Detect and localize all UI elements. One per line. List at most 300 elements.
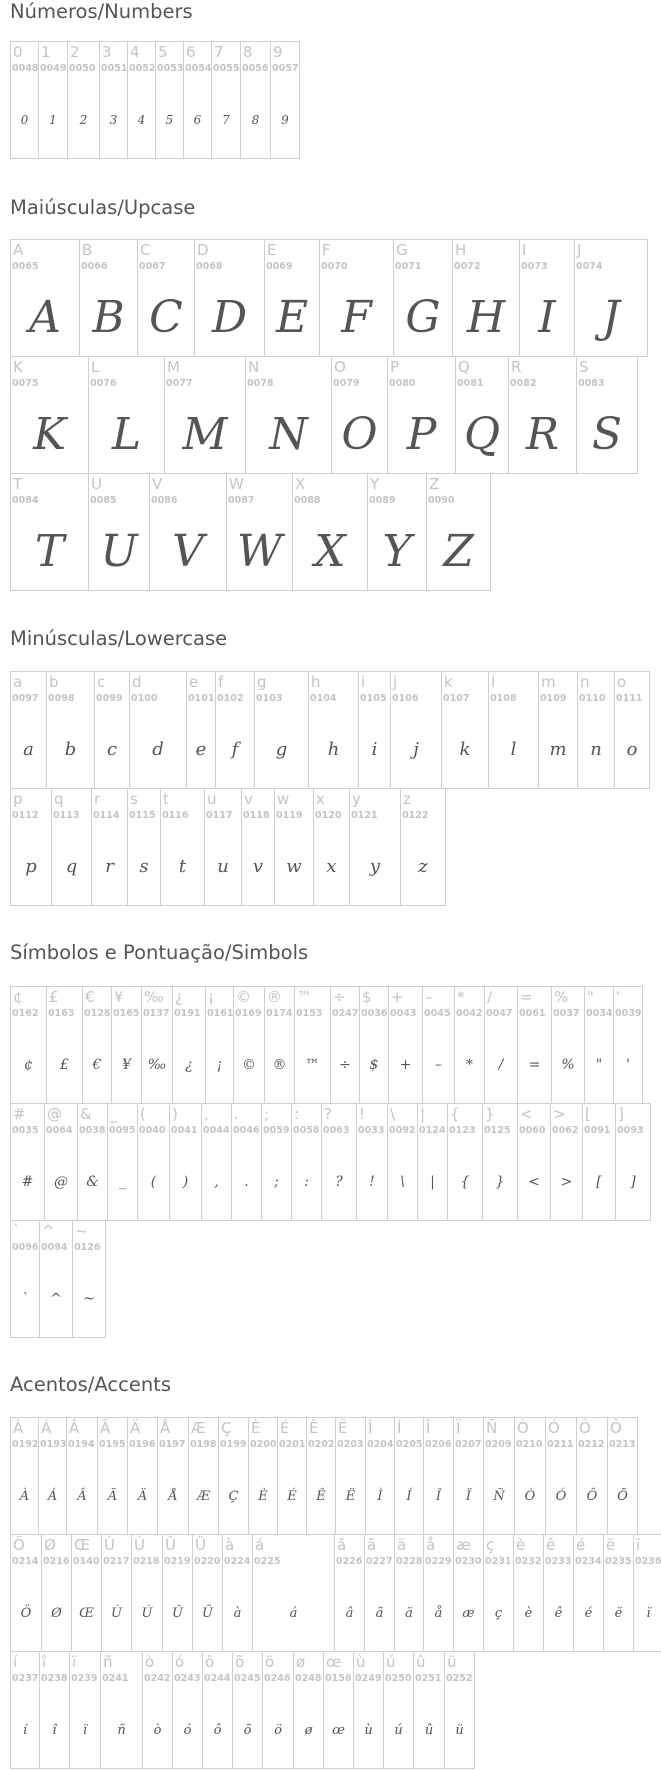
glyph-preview: ) bbox=[182, 1174, 189, 1190]
glyph-cell bbox=[483, 1417, 515, 1535]
glyph-preview: P bbox=[406, 409, 437, 460]
glyph-code: 0106 bbox=[392, 693, 419, 704]
glyph-char: æ bbox=[456, 1536, 471, 1554]
glyph-char: ë bbox=[606, 1536, 616, 1554]
glyph-code: 0060 bbox=[519, 1125, 546, 1136]
glyph-code: 0046 bbox=[233, 1125, 260, 1136]
glyph-preview: Ä bbox=[137, 1488, 148, 1504]
glyph-char: ¡ bbox=[208, 988, 215, 1006]
glyph-cell bbox=[330, 986, 360, 1104]
glyph-preview: õ bbox=[243, 1722, 252, 1738]
glyph-code: 0198 bbox=[190, 1439, 217, 1450]
glyph-code: 0196 bbox=[129, 1439, 156, 1450]
glyph-cell bbox=[97, 1417, 128, 1535]
glyph-preview: : bbox=[304, 1174, 309, 1190]
glyph-preview: r bbox=[105, 856, 114, 877]
glyph-code: 0048 bbox=[12, 63, 39, 74]
glyph-preview: z bbox=[418, 856, 428, 877]
glyph-preview: m bbox=[549, 739, 567, 760]
glyph-char: ] bbox=[618, 1105, 624, 1123]
glyph-cell bbox=[38, 1417, 67, 1535]
glyph-code: 0068 bbox=[196, 261, 223, 272]
glyph-preview: f bbox=[231, 739, 239, 760]
glyph-cell bbox=[194, 239, 265, 357]
glyph-cell bbox=[387, 1103, 418, 1221]
glyph-preview: & bbox=[86, 1174, 99, 1190]
glyph-preview: T bbox=[34, 526, 65, 577]
glyph-char: w bbox=[277, 790, 290, 808]
glyph-char: 4 bbox=[130, 43, 140, 61]
glyph-char: Ù bbox=[104, 1536, 115, 1554]
glyph-cell bbox=[69, 1651, 101, 1769]
glyph-preview: ë bbox=[614, 1605, 623, 1621]
glyph-cell bbox=[218, 1417, 249, 1535]
glyph-preview: Ì bbox=[377, 1488, 383, 1504]
glyph-code: 0124 bbox=[419, 1125, 446, 1136]
glyph-char: ÷ bbox=[333, 988, 346, 1006]
glyph-code: 0163 bbox=[48, 1008, 75, 1019]
glyph-code: 0213 bbox=[609, 1439, 636, 1450]
glyph-preview: Ó bbox=[555, 1488, 567, 1504]
glyph-cell bbox=[222, 1534, 253, 1652]
glyph-cell bbox=[160, 788, 205, 906]
glyph-preview: B bbox=[92, 292, 125, 343]
glyph-cell bbox=[455, 356, 509, 474]
glyph-preview: ¢ bbox=[24, 1057, 33, 1073]
glyph-char: Ñ bbox=[486, 1419, 498, 1437]
glyph-code: 0247 bbox=[332, 1008, 359, 1019]
glyph-cell bbox=[582, 1103, 616, 1221]
glyph-preview: ™ bbox=[305, 1057, 320, 1073]
glyph-preview: 8 bbox=[251, 113, 260, 127]
glyph-cell bbox=[245, 356, 332, 474]
glyph-cell bbox=[353, 1651, 384, 1769]
glyph-code: 0084 bbox=[12, 495, 39, 506]
glyph-cell bbox=[186, 671, 216, 789]
glyph-code: 0039 bbox=[615, 1008, 642, 1019]
glyph-code: 0081 bbox=[457, 378, 484, 389]
glyph-cell bbox=[157, 1417, 189, 1535]
glyph-cell bbox=[183, 41, 212, 159]
glyph-cell bbox=[538, 671, 578, 789]
glyph-cell bbox=[573, 1534, 604, 1652]
glyph-cell bbox=[262, 1651, 294, 1769]
glyph-code: 0088 bbox=[294, 495, 321, 506]
glyph-code: 0090 bbox=[428, 495, 455, 506]
glyph-cell bbox=[71, 1534, 102, 1652]
glyph-preview: / bbox=[498, 1057, 504, 1073]
glyph-preview: Å bbox=[168, 1488, 178, 1504]
glyph-preview: } bbox=[495, 1174, 505, 1190]
glyph-cell bbox=[356, 1103, 388, 1221]
glyph-code: 0082 bbox=[510, 378, 537, 389]
glyph-code: 0114 bbox=[93, 810, 120, 821]
glyph-preview: ç bbox=[494, 1605, 503, 1621]
glyph-code: 0118 bbox=[243, 810, 270, 821]
glyph-code: 0051 bbox=[101, 63, 128, 74]
glyph-code: 0065 bbox=[12, 261, 39, 272]
glyph-char: b bbox=[49, 673, 59, 691]
glyph-cell bbox=[294, 986, 331, 1104]
glyph-char: ‰ bbox=[144, 988, 165, 1006]
glyph-cell bbox=[192, 1534, 223, 1652]
glyph-cell bbox=[99, 41, 128, 159]
glyph-cell bbox=[331, 356, 388, 474]
glyph-cell bbox=[390, 671, 442, 789]
glyph-char: U bbox=[91, 475, 102, 493]
glyph-char: ú bbox=[386, 1653, 396, 1671]
glyph-char: v bbox=[244, 790, 253, 808]
glyph-char: J bbox=[577, 241, 582, 259]
glyph-preview: $ bbox=[369, 1057, 379, 1073]
glyph-preview: ^ bbox=[50, 1291, 62, 1307]
glyph-code: 0201 bbox=[279, 1439, 306, 1450]
glyph-code: 0083 bbox=[578, 378, 605, 389]
glyph-cell bbox=[164, 356, 246, 474]
glyph-preview: ï bbox=[646, 1605, 651, 1621]
glyph-cell bbox=[39, 1651, 70, 1769]
glyph-preview: ü bbox=[455, 1722, 464, 1738]
glyph-code: 0109 bbox=[540, 693, 567, 704]
glyph-cell bbox=[545, 1417, 577, 1535]
glyph-char: S bbox=[579, 358, 589, 376]
glyph-char: È bbox=[251, 1419, 261, 1437]
glyph-cell bbox=[423, 1534, 454, 1652]
glyph-cell bbox=[127, 788, 161, 906]
glyph-preview: ` bbox=[21, 1291, 29, 1307]
glyph-preview: á bbox=[289, 1605, 298, 1621]
glyph-char: Z bbox=[429, 475, 440, 493]
glyph-preview: Î bbox=[435, 1488, 442, 1504]
glyph-char: € bbox=[85, 988, 95, 1006]
glyph-code: 0231 bbox=[485, 1556, 512, 1567]
glyph-preview: X bbox=[314, 526, 346, 577]
glyph-code: 0225 bbox=[254, 1556, 281, 1567]
glyph-char: à bbox=[225, 1536, 235, 1554]
glyph-char: 9 bbox=[273, 43, 283, 61]
glyph-code: 0076 bbox=[90, 378, 117, 389]
glyph-cell bbox=[10, 356, 89, 474]
glyph-char: Q bbox=[458, 358, 470, 376]
glyph-char: Á bbox=[41, 1419, 52, 1437]
glyph-char: / bbox=[487, 988, 493, 1006]
glyph-char: _ bbox=[110, 1105, 118, 1123]
glyph-char: ã bbox=[367, 1536, 377, 1554]
glyph-char: > bbox=[553, 1105, 566, 1123]
glyph-cell bbox=[215, 671, 255, 789]
glyph-preview: n bbox=[590, 739, 602, 760]
glyph-cell bbox=[248, 1417, 278, 1535]
glyph-char: & bbox=[80, 1105, 92, 1123]
glyph-code: 0077 bbox=[166, 378, 193, 389]
glyph-cell bbox=[574, 239, 648, 357]
glyph-preview: S bbox=[591, 409, 623, 460]
glyph-cell bbox=[513, 1534, 544, 1652]
glyph-preview: À bbox=[19, 1488, 30, 1504]
glyph-code: 0099 bbox=[96, 693, 123, 704]
glyph-preview: 0 bbox=[20, 113, 29, 127]
glyph-cell bbox=[10, 1534, 42, 1652]
glyph-preview: Ô bbox=[586, 1488, 598, 1504]
glyph-preview: o bbox=[626, 739, 638, 760]
glyph-code: 0086 bbox=[151, 495, 178, 506]
glyph-cell bbox=[365, 1417, 395, 1535]
glyph-preview: U bbox=[100, 526, 138, 577]
glyph-cell bbox=[142, 1651, 173, 1769]
glyph-preview: Ù bbox=[111, 1605, 122, 1621]
glyph-char: X bbox=[295, 475, 306, 493]
glyph-cell bbox=[488, 671, 539, 789]
glyph-cell bbox=[202, 1651, 233, 1769]
glyph-char: ò bbox=[145, 1653, 155, 1671]
glyph-char: y bbox=[352, 790, 361, 808]
glyph-code: 0169 bbox=[235, 1008, 262, 1019]
glyph-char: 1 bbox=[41, 43, 51, 61]
glyph-code: 0209 bbox=[485, 1439, 512, 1450]
glyph-preview: Á bbox=[47, 1488, 58, 1504]
glyph-cell bbox=[423, 1417, 454, 1535]
glyph-char: Â bbox=[69, 1419, 80, 1437]
glyph-preview: ä bbox=[405, 1605, 413, 1621]
glyph-preview: Ë bbox=[345, 1488, 356, 1504]
glyph-code: 0066 bbox=[81, 261, 108, 272]
glyph-char: " bbox=[587, 988, 594, 1006]
glyph-code: 0202 bbox=[308, 1439, 335, 1450]
glyph-cell bbox=[577, 671, 615, 789]
glyph-cell bbox=[576, 356, 638, 474]
section-title: Maiúsculas/Upcase bbox=[10, 196, 196, 219]
glyph-code: 0192 bbox=[12, 1439, 39, 1450]
glyph-preview: p bbox=[25, 856, 37, 877]
glyph-char: 7 bbox=[214, 43, 224, 61]
glyph-code: 0074 bbox=[576, 261, 603, 272]
glyph-char: î bbox=[42, 1653, 47, 1671]
glyph-preview: " bbox=[595, 1057, 603, 1073]
glyph-code: 0230 bbox=[455, 1556, 482, 1567]
glyph-preview: Ç bbox=[228, 1488, 239, 1504]
glyph-char: Å bbox=[160, 1419, 171, 1437]
glyph-preview: œ bbox=[332, 1722, 345, 1738]
glyph-preview: > bbox=[560, 1174, 573, 1190]
glyph-code: 0205 bbox=[396, 1439, 423, 1450]
glyph-char: i bbox=[361, 673, 366, 691]
glyph-cell bbox=[277, 1417, 307, 1535]
glyph-code: 0095 bbox=[109, 1125, 136, 1136]
glyph-cell bbox=[101, 1534, 132, 1652]
glyph-cell bbox=[607, 1417, 638, 1535]
glyph-code: 0117 bbox=[206, 810, 233, 821]
glyph-cell bbox=[10, 41, 39, 159]
glyph-cell bbox=[232, 1651, 263, 1769]
glyph-preview: Í bbox=[406, 1488, 412, 1504]
glyph-preview: q bbox=[65, 856, 78, 877]
glyph-code: 0128 bbox=[84, 1008, 111, 1019]
glyph-preview: , bbox=[214, 1174, 219, 1190]
glyph-cell bbox=[319, 239, 394, 357]
glyph-cell bbox=[44, 1103, 78, 1221]
glyph-preview: N bbox=[269, 409, 308, 460]
glyph-preview: ù bbox=[364, 1722, 373, 1738]
glyph-char: @ bbox=[47, 1105, 62, 1123]
glyph-cell bbox=[94, 671, 130, 789]
glyph-cell bbox=[321, 1103, 357, 1221]
glyph-code: 0055 bbox=[213, 63, 240, 74]
glyph-preview: Ö bbox=[20, 1605, 32, 1621]
glyph-code: 0191 bbox=[174, 1008, 201, 1019]
glyph-char: Ì bbox=[368, 1419, 373, 1437]
glyph-cell bbox=[264, 239, 320, 357]
glyph-cell bbox=[38, 41, 68, 159]
glyph-preview: { bbox=[460, 1174, 470, 1190]
glyph-char: ™ bbox=[297, 988, 312, 1006]
glyph-code: 0200 bbox=[250, 1439, 277, 1450]
glyph-code: 0244 bbox=[204, 1673, 231, 1684]
glyph-cell bbox=[334, 1534, 365, 1652]
glyph-code: 0194 bbox=[68, 1439, 95, 1450]
glyph-code: 0236 bbox=[635, 1556, 661, 1567]
glyph-preview: ‰ bbox=[147, 1057, 167, 1073]
glyph-cell bbox=[77, 1103, 108, 1221]
glyph-char: è bbox=[516, 1536, 526, 1554]
glyph-preview: ê bbox=[554, 1605, 563, 1621]
glyph-preview: £ bbox=[60, 1057, 69, 1073]
glyph-char: H bbox=[455, 241, 467, 259]
glyph-code: 0227 bbox=[366, 1556, 393, 1567]
glyph-char: [ bbox=[585, 1105, 591, 1123]
glyph-cell bbox=[51, 788, 92, 906]
glyph-char: | bbox=[420, 1105, 426, 1123]
glyph-cell bbox=[137, 1103, 170, 1221]
glyph-code: 0089 bbox=[369, 495, 396, 506]
glyph-char: ^ bbox=[42, 1222, 55, 1240]
glyph-cell bbox=[129, 671, 187, 789]
glyph-preview: g bbox=[275, 739, 288, 760]
glyph-cell bbox=[241, 788, 275, 906]
glyph-char: ) bbox=[172, 1105, 178, 1123]
glyph-cell bbox=[550, 1103, 583, 1221]
glyph-cell bbox=[233, 986, 265, 1104]
glyph-preview: _ bbox=[119, 1174, 126, 1190]
glyph-cell bbox=[514, 1417, 546, 1535]
glyph-char: a bbox=[13, 673, 23, 691]
glyph-char: ? bbox=[324, 1105, 332, 1123]
glyph-code: 0193 bbox=[40, 1439, 67, 1450]
glyph-cell bbox=[240, 41, 271, 159]
glyph-cell bbox=[543, 1534, 574, 1652]
glyph-char: å bbox=[426, 1536, 436, 1554]
glyph-cell bbox=[417, 1103, 448, 1221]
glyph-code: 0056 bbox=[242, 63, 269, 74]
glyph-code: 0174 bbox=[266, 1008, 293, 1019]
glyph-code: 0120 bbox=[315, 810, 342, 821]
glyph-preview: É bbox=[287, 1488, 297, 1504]
glyph-char: ¢ bbox=[13, 988, 23, 1006]
glyph-code: 0108 bbox=[490, 693, 517, 704]
glyph-cell bbox=[188, 1417, 219, 1535]
glyph-char: ; bbox=[264, 1105, 270, 1123]
glyph-char: õ bbox=[235, 1653, 245, 1671]
glyph-preview: Ñ bbox=[493, 1488, 505, 1504]
glyph-char: £ bbox=[49, 988, 59, 1006]
glyph-code: 0140 bbox=[73, 1556, 100, 1567]
glyph-preview: D bbox=[211, 292, 248, 343]
glyph-char: – bbox=[425, 988, 433, 1006]
glyph-preview: v bbox=[252, 856, 264, 877]
glyph-code: 0096 bbox=[12, 1242, 39, 1253]
glyph-preview: Z bbox=[443, 526, 474, 577]
glyph-preview: G bbox=[405, 292, 441, 343]
glyph-preview: 7 bbox=[222, 113, 230, 127]
glyph-preview: – bbox=[435, 1057, 442, 1073]
glyph-preview: ' bbox=[626, 1057, 630, 1073]
glyph-preview: b bbox=[64, 739, 77, 760]
glyph-char: Ô bbox=[579, 1419, 591, 1437]
glyph-preview: c bbox=[106, 739, 118, 760]
glyph-char: s bbox=[130, 790, 138, 808]
glyph-char: ä bbox=[397, 1536, 407, 1554]
glyph-preview: E bbox=[275, 292, 309, 343]
glyph-code: 0242 bbox=[144, 1673, 171, 1684]
glyph-char: ê bbox=[546, 1536, 556, 1554]
glyph-preview: # bbox=[21, 1174, 34, 1190]
glyph-preview: ã bbox=[375, 1605, 384, 1621]
glyph-code: 0212 bbox=[578, 1439, 605, 1450]
glyph-char: ¿ bbox=[175, 988, 183, 1006]
glyph-cell bbox=[453, 1417, 484, 1535]
glyph-char: x bbox=[316, 790, 325, 808]
glyph-cell bbox=[88, 473, 150, 591]
glyph-cell bbox=[91, 788, 128, 906]
glyph-cell bbox=[484, 986, 518, 1104]
glyph-char: é bbox=[576, 1536, 586, 1554]
glyph-cell bbox=[10, 1220, 40, 1338]
glyph-code: 0217 bbox=[103, 1556, 130, 1567]
glyph-preview: l bbox=[510, 739, 517, 760]
glyph-cell bbox=[359, 986, 389, 1104]
glyph-char: . bbox=[234, 1105, 239, 1123]
glyph-char: o bbox=[617, 673, 627, 691]
glyph-preview: a bbox=[23, 739, 34, 760]
glyph-preview: Û bbox=[172, 1605, 183, 1621]
glyph-code: 0125 bbox=[484, 1125, 511, 1136]
glyph-char: E bbox=[267, 241, 277, 259]
glyph-cell bbox=[358, 671, 391, 789]
glyph-cell bbox=[394, 1417, 424, 1535]
glyph-preview: Ï bbox=[465, 1488, 472, 1504]
glyph-char: } bbox=[485, 1105, 495, 1123]
glyph-char: m bbox=[541, 673, 556, 691]
glyph-code: 0211 bbox=[547, 1439, 574, 1450]
glyph-code: 0064 bbox=[46, 1125, 73, 1136]
glyph-char: Ã bbox=[100, 1419, 111, 1437]
glyph-char: e bbox=[189, 673, 199, 691]
glyph-preview: Æ bbox=[196, 1488, 210, 1504]
glyph-code: 0094 bbox=[41, 1242, 68, 1253]
glyph-code: 0098 bbox=[48, 693, 75, 704]
glyph-code: 0044 bbox=[203, 1125, 230, 1136]
glyph-code: 0248 bbox=[295, 1673, 322, 1684]
glyph-char: P bbox=[390, 358, 400, 376]
glyph-char: Y bbox=[370, 475, 380, 493]
glyph-char: h bbox=[311, 673, 321, 691]
glyph-code: 0207 bbox=[455, 1439, 482, 1450]
glyph-char: Ò bbox=[517, 1419, 529, 1437]
glyph-cell bbox=[211, 41, 241, 159]
glyph-code: 0102 bbox=[217, 693, 244, 704]
glyph-preview: + bbox=[399, 1057, 412, 1073]
glyph-char: É bbox=[280, 1419, 290, 1437]
glyph-code: 0239 bbox=[71, 1673, 98, 1684]
